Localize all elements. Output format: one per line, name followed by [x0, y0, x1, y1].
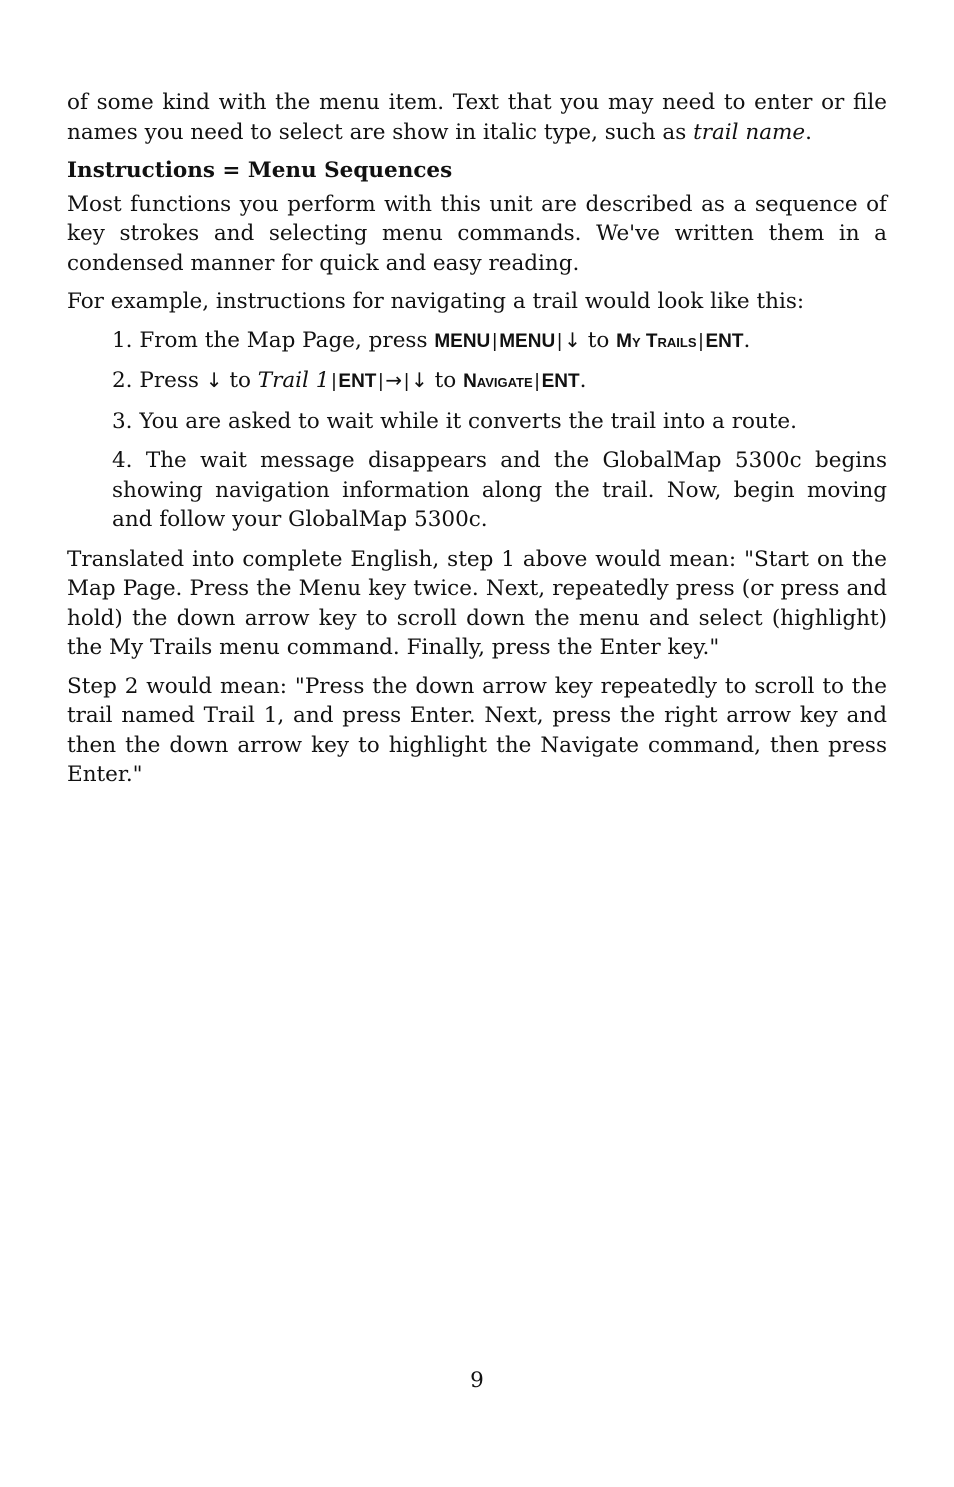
step-1-to: to: [580, 327, 617, 353]
step-1-end: .: [743, 327, 751, 353]
step-3: 3. You are asked to wait while it converts the trail into a route.: [112, 408, 797, 434]
down-arrow-icon: ↓: [564, 327, 581, 352]
down-arrow-icon: ↓: [411, 368, 428, 392]
step-list: [112, 326, 887, 535]
separator: |: [557, 330, 563, 352]
separator: |: [534, 371, 540, 392]
step-2-to: to: [222, 368, 258, 393]
intro-paragraph: [67, 88, 887, 147]
separator: |: [404, 371, 410, 392]
step-2-end: .: [579, 368, 587, 393]
menu-key-2: MENU: [499, 330, 556, 352]
step-2: [112, 366, 887, 397]
translation-paragraph: Translated into complete English, step 1 above would mean: "Start on the Map Page. Press the Menu key twice. Next, repeatedly press (or press and hold) the down arrow key to scroll down the menu and select (highlight) the My Trails menu command. Finally, press the Enter key.": [67, 546, 887, 660]
step-1: [112, 326, 887, 357]
example-intro-paragraph: For example, instructions for navigating a trail would look like this:: [67, 289, 805, 314]
step-4: 4. The wait message disappears and the GlobalMap 5300c begins showing navigation information along the trail. Now, begin moving and follow your GlobalMap 5300c.: [112, 448, 887, 532]
navigate-command: Navigate: [463, 371, 533, 392]
intro-italic-example: trail name: [693, 119, 806, 145]
right-arrow-icon: →: [385, 368, 403, 392]
separator: |: [378, 371, 384, 392]
down-arrow-icon: ↓: [205, 368, 223, 392]
section-heading: Instructions = Menu Sequences: [67, 158, 453, 183]
step-2-prefix: 2. Press: [112, 368, 206, 393]
step-2-to: to: [427, 368, 464, 393]
ent-key: ENT: [541, 371, 580, 392]
separator: |: [492, 330, 498, 352]
intro-end: .: [805, 119, 813, 145]
page-number: 9: [470, 1368, 484, 1393]
separator: |: [331, 371, 337, 392]
step-1-prefix: 1. From the Map Page, press: [112, 327, 435, 353]
menu-sequence-paragraph: Most functions you perform with this unit are described as a sequence of key strokes and selecting menu commands. We've written them in a condensed manner for quick and easy reading.: [67, 191, 887, 276]
my-trails-command: My Trails: [616, 330, 697, 352]
trail-name: Trail 1: [257, 368, 330, 393]
intro-text: of some kind with the menu item. Text that you may need to enter or file names you need to select are show in italic type, such as: [67, 90, 887, 145]
ent-key: ENT: [705, 330, 744, 352]
page-body: [67, 88, 887, 799]
menu-key-1: MENU: [434, 330, 491, 352]
step-2-meaning-paragraph: Step 2 would mean: "Press the down arrow key repeatedly to scroll to the trail named Trail 1, and press Enter. Next, press the right arrow key and then the down arrow key to highlight the Navigate command, then press Enter.": [67, 673, 887, 787]
separator: |: [698, 330, 704, 352]
ent-key: ENT: [338, 371, 377, 392]
